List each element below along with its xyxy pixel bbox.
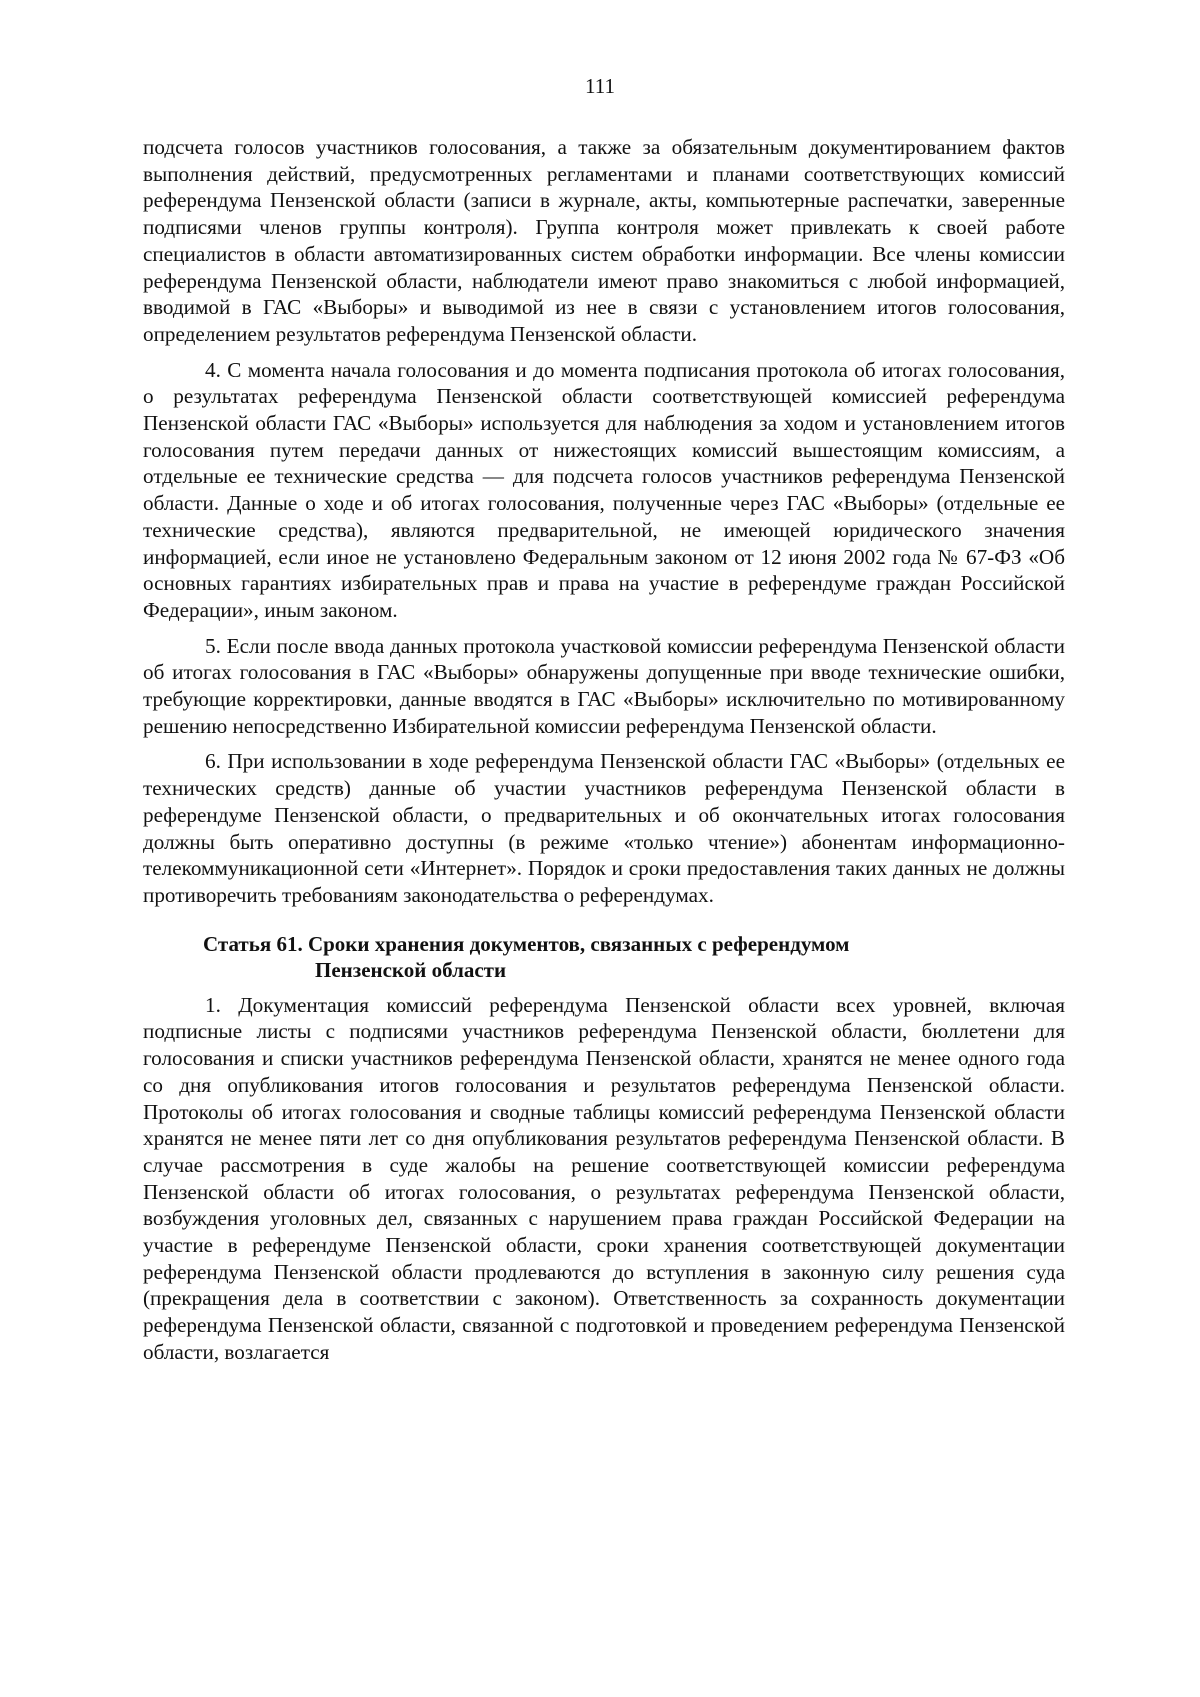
paragraph-continuation: подсчета голосов участников голосования, а также за обязательным документированием фактов выполнения действий, предусмотренных регламентами и планами соответствующих комиссий референдума Пензенской области (записи в журнале, акты, компьютерные распечатки, заверенные подписями членов группы контроля). Группа контроля может привлекать к своей работе специалистов в области автоматизированных систем обработки информации. Все члены комиссии референдума Пензенской области, наблюдатели имеют право знакомиться с любой информацией, вводимой в ГАС «Выборы» и выводимой из нее в связи с установлением итогов голосования, определением результатов референдума Пензенской области. [143,135,1065,346]
article-heading-line-2: Пензенской области [315,958,507,983]
article-61-heading [143,931,1065,984]
page-number: 111 [585,74,615,98]
article-61-paragraph-1: 1. Документация комиссий референдума Пензенской области всех уровней, включая подписные листы с подписями участников референдума Пензенской области, бюллетени для голосования и списки участников референдума Пензенской области, хранятся не менее одного года со дня опубликования итогов голосования и результатов референдума Пензенской области. Протоколы об итогах голосования и сводные таблицы комиссий референдума Пензенской области хранятся не менее пяти лет со дня опубликования результатов референдума Пензенской области. В случае рассмотрения в суде жалобы на решение соответствующей комиссии референдума Пензенской области об итогах голосования, о результатах референдума Пензенской области, возбуждения уголовных дел, связанных с нарушением права граждан Российской Федерации на участие в референдуме Пензенской области, сроки хранения соответствующей документации референдума Пензенской области продлеваются до вступления в законную силу решения суда (прекращения дела в соответствии с законом). Ответственность за сохранность документации референдума Пензенской области, связанной с подготовкой и проведением референдума Пензенской области, возлагается [143,992,1065,1364]
paragraph-item-4: 4. С момента начала голосования и до момента подписания протокола об итогах голосования, о результатах референдума Пензенской области соответствующей комиссией референдума Пензенской области ГАС «Выборы» используется для наблюдения за ходом и установлением итогов голосования путем передачи данных от нижестоящих комиссий вышестоящим комиссиям, а отдельные ее технические средства — для подсчета голосов участников референдума Пензенской области. Данные о ходе и об итогах голосования, полученные через ГАС «Выборы» (отдельные ее технические средства), являются предварительной, не имеющей юридического значения информацией, если иное не установлено Федеральным законом от 12 июня 2002 года № 67-ФЗ «Об основных гарантиях избирательных прав и права на участие в референдуме граждан Российской Федерации», иным законом. [143,357,1065,622]
article-heading-line-1: Статья 61. Сроки хранения документов, связанных с референдумом [203,931,850,956]
paragraph-item-6: 6. При использовании в ходе референдума Пензенской области ГАС «Выборы» (отдельных ее технических средств) данные об участии участников референдума Пензенской области в референдуме Пензенской области, о предварительных и об окончательных итогах голосования должны быть оперативно доступны (в режиме «только чтение») абонентам информационно-телекоммуникационной сети «Интернет». Порядок и сроки предоставления таких данных не должны противоречить требованиям законодательства о референдумах. [143,749,1065,907]
paragraph-item-5: 5. Если после ввода данных протокола участковой комиссии референдума Пензенской области об итогах голосования в ГАС «Выборы» обнаружены допущенные при вводе технические ошибки, требующие корректировки, данные вводятся в ГАС «Выборы» исключительно по мотивированному решению непосредственно Избирательной комиссии референдума Пензенской области. [143,633,1065,738]
document-body [143,134,1065,1375]
